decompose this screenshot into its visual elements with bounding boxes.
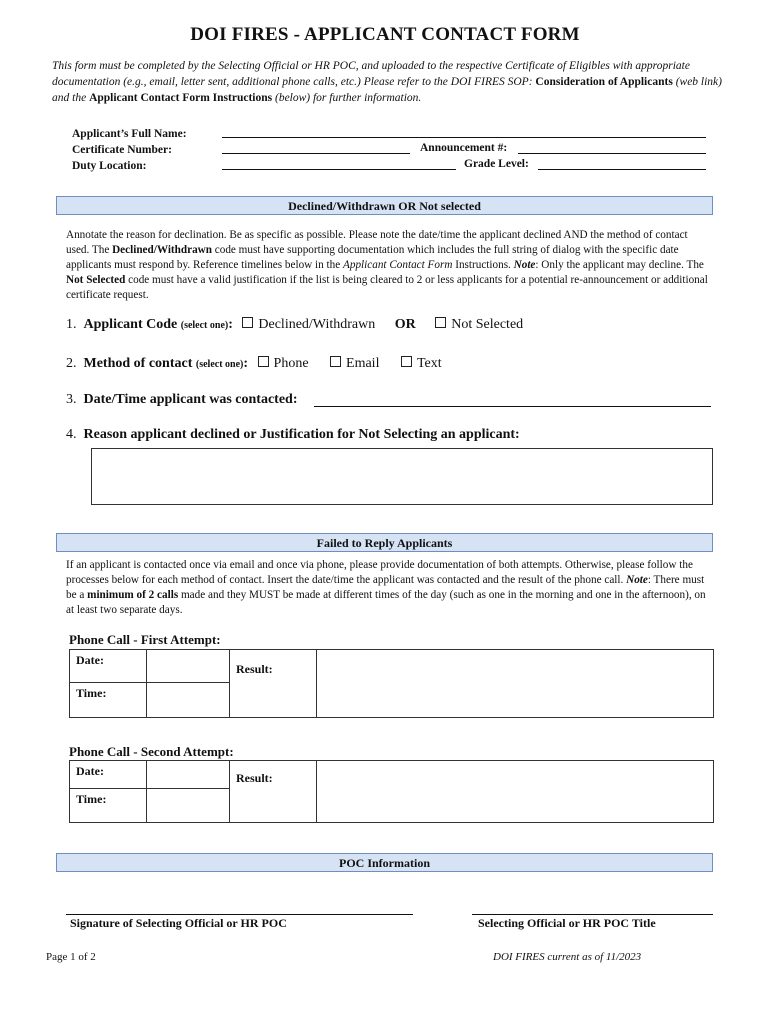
question-applicant-code	[66, 317, 523, 333]
q2-hint: (select one)	[195, 359, 244, 370]
not-selected-option-label: Not Selected	[451, 317, 524, 332]
second-attempt-title: Phone Call - Second Attempt:	[69, 744, 234, 759]
grade-level-field[interactable]	[538, 169, 706, 170]
second-result-label: Result:	[230, 761, 317, 823]
second-date-field[interactable]	[147, 761, 230, 789]
q2-colon: :	[243, 356, 249, 371]
reason-textbox[interactable]	[91, 448, 713, 505]
text-checkbox[interactable]	[401, 356, 412, 367]
q1-label: Applicant Code	[83, 317, 178, 332]
applicant-info-labels	[72, 126, 187, 174]
signature-label: Signature of Selecting Official or HR POC	[70, 916, 287, 930]
intro-text-3: (below) for further information.	[272, 92, 422, 104]
q1-number: 1.	[66, 317, 77, 332]
failed-text-1: If an applicant is contacted once via email and once via phone, please provide documentation of both attempts. Otherwise, please follow the processes below for each method of contact. Insert the date/time the applicant was contacted and the result of the phone call.	[66, 559, 693, 586]
first-attempt-table	[69, 649, 714, 718]
first-date-field[interactable]	[147, 650, 230, 683]
failed-instructions	[66, 558, 714, 618]
text-option-label: Text	[416, 356, 442, 371]
minimum-calls-bold: minimum of 2 calls	[87, 589, 179, 601]
failed-text-2: : There must be a	[66, 574, 705, 601]
declined-checkbox[interactable]	[242, 317, 253, 328]
second-time-label: Time:	[70, 789, 147, 823]
q1-colon: :	[228, 317, 233, 332]
page-number: Page 1 of 2	[46, 951, 96, 963]
announcement-label: Announcement #:	[420, 142, 508, 154]
declined-option-label: Declined/Withdrawn	[258, 317, 376, 332]
certificate-number-label: Certificate Number:	[72, 144, 172, 156]
declined-section-header: Declined/Withdrawn OR Not selected	[56, 196, 713, 215]
declined-text-1: Annotate the reason for declination. Be as specific as possible. Please note the date/time the applicant declined AND the method of contact used. The	[66, 229, 688, 256]
signature-line[interactable]	[66, 914, 413, 915]
first-attempt-title: Phone Call - First Attempt:	[69, 632, 221, 647]
email-option-label: Email	[346, 356, 380, 371]
q3-number: 3.	[66, 392, 77, 407]
duty-location-label: Duty Location:	[72, 160, 147, 172]
second-time-field[interactable]	[147, 789, 230, 823]
phone-checkbox[interactable]	[258, 356, 269, 367]
declined-instructions	[66, 228, 712, 303]
phone-option-label: Phone	[273, 356, 309, 371]
revision-date: DOI FIRES current as of 11/2023	[493, 951, 642, 963]
first-time-field[interactable]	[147, 683, 230, 718]
first-result-field[interactable]	[317, 650, 714, 718]
sop-reference: Consideration of Applicants	[535, 76, 673, 88]
date-time-field[interactable]	[314, 406, 711, 407]
failed-text-3: made and they MUST be made at different times of the day (such as one in the morning and one in the afternoon), on at least two separate days.	[66, 589, 706, 616]
note-label: Note	[513, 259, 536, 271]
declined-text-4: : Only the applicant may decline. The	[535, 259, 704, 271]
q4-number: 4.	[66, 427, 77, 442]
declined-text-2: code must have supporting documentation which includes the full string of dialog with the specific date applicants must respond by. Reference timelines below in the	[66, 244, 679, 271]
question-reason	[66, 427, 520, 443]
certificate-number-field[interactable]	[222, 153, 410, 154]
second-result-field[interactable]	[317, 761, 714, 823]
intro-text-2: (web link) and the	[52, 76, 722, 104]
title-label: Selecting Official or HR POC Title	[478, 916, 656, 930]
grade-level-label: Grade Level:	[464, 158, 529, 170]
poc-section-header: POC Information	[56, 853, 713, 872]
q4-label: Reason applicant declined or Justification for Not Selecting an applicant:	[83, 427, 520, 442]
first-time-label: Time:	[70, 683, 147, 718]
intro-paragraph	[52, 58, 722, 106]
question-method-of-contact	[66, 356, 442, 372]
q2-number: 2.	[66, 356, 77, 371]
first-date-label: Date:	[70, 650, 147, 683]
second-attempt-table	[69, 760, 714, 823]
email-checkbox[interactable]	[330, 356, 341, 367]
declined-text-5: code must have a valid justification if the list is being cleared to 2 or less applicants for a potential re-announcement or additional certificate request.	[66, 274, 708, 301]
declined-code-bold: Declined/Withdrawn	[112, 244, 212, 256]
first-result-label: Result:	[230, 650, 317, 718]
failed-note-label: Note	[626, 574, 648, 586]
not-selected-bold: Not Selected	[66, 274, 126, 286]
second-date-label: Date:	[70, 761, 147, 789]
declined-text-3: Instructions.	[452, 259, 514, 271]
q1-hint: (select one)	[180, 320, 229, 331]
instructions-reference: Applicant Contact Form Instructions	[89, 92, 273, 104]
question-date-time	[66, 392, 298, 408]
q2-label: Method of contact	[83, 356, 193, 371]
form-title: DOI FIRES - APPLICANT CONTACT FORM	[190, 24, 580, 45]
intro-text-1: This form must be completed by the Selecting Official or HR POC, and uploaded to the respective Certificate of Eligibles with appropriate documentation (e.g., email, letter sent, additional phone calls, etc.) Please refer to the DOI FIRES SOP:	[52, 60, 690, 88]
full-name-field[interactable]	[222, 137, 706, 138]
not-selected-checkbox[interactable]	[435, 317, 446, 328]
title-line[interactable]	[472, 914, 713, 915]
full-name-label: Applicant’s Full Name:	[72, 128, 187, 140]
q3-label: Date/Time applicant was contacted:	[83, 392, 298, 407]
announcement-field[interactable]	[518, 153, 706, 154]
duty-location-field[interactable]	[222, 169, 456, 170]
contact-form-italic: Applicant Contact Form	[343, 259, 453, 271]
failed-section-header: Failed to Reply Applicants	[56, 533, 713, 552]
or-label: OR	[394, 317, 416, 332]
